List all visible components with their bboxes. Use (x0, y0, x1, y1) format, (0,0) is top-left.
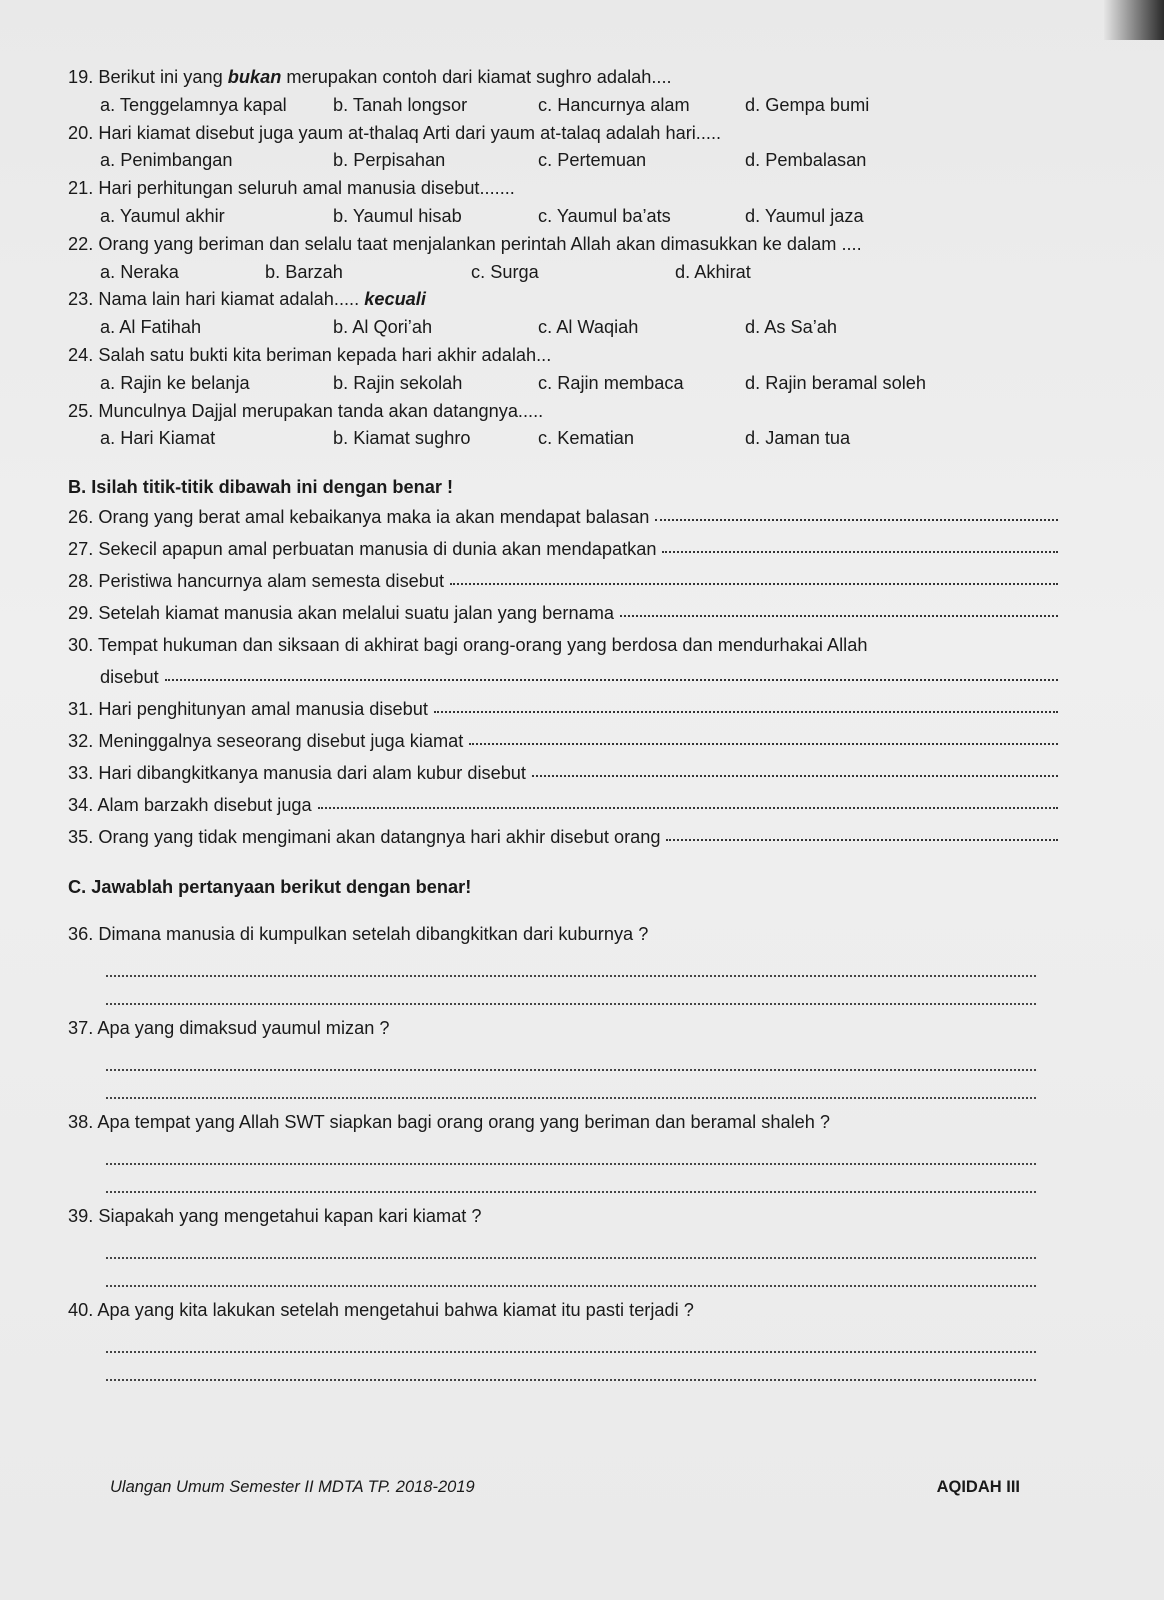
essay-question-36: 36. Dimana manusia di kumpulkan setelah dibangkitkan dari kuburnya ? (68, 919, 1058, 1013)
section-a (68, 64, 1058, 453)
option-a: a. Neraka (100, 261, 179, 282)
option-d: d. Akhirat (675, 261, 751, 282)
option-d: d. As Sa’ah (745, 317, 838, 338)
option-d: d. Rajin beramal soleh (745, 372, 926, 393)
fill-item-31: 31. Hari penghitunyan amal manusia disebut (68, 693, 1058, 725)
option-a: a. Rajin ke belanja (100, 372, 250, 393)
option-b: b. Yaumul hisab (333, 205, 462, 226)
fill-item-26: 26. Orang yang berat amal kebaikanya maka ia akan mendapat balasan (68, 501, 1058, 533)
option-a: a. Yaumul akhir (100, 205, 225, 226)
answer-blank[interactable] (165, 669, 1058, 681)
answer-line[interactable] (106, 1231, 1036, 1259)
answer-line[interactable] (106, 1353, 1036, 1381)
option-a: a. Al Fatihah (100, 317, 202, 338)
question-23: 23. Nama lain hari kiamat adalah..... kecuali (68, 289, 426, 310)
fill-item-33: 33. Hari dibangkitkanya manusia dari alam kubur disebut (68, 757, 1058, 789)
option-c: c. Al Waqiah (538, 317, 639, 338)
emphasis-kecuali: kecuali (364, 289, 426, 310)
fill-item-35: 35. Orang yang tidak mengimani akan datangnya hari akhir disebut orang (68, 821, 1058, 853)
fill-item-30: 30. Tempat hukuman dan siksaan di akhirat bagi orang-orang yang berdosa dan mendurhakai Allah (68, 635, 868, 656)
fill-item-27: 27. Sekecil apapun amal perbuatan manusia di dunia akan mendapatkan (68, 533, 1058, 565)
answer-blank[interactable] (469, 733, 1058, 745)
footer-exam-title: Ulangan Umum Semester II MDTA TP. 2018-2019 (110, 1478, 475, 1496)
option-c: c. Pertemuan (538, 150, 647, 171)
emphasis-bukan: bukan (227, 67, 282, 87)
page-footer (110, 1478, 1020, 1497)
answer-blank[interactable] (662, 541, 1058, 553)
answer-blank[interactable] (666, 829, 1058, 841)
footer-subject: AQIDAH III (936, 1478, 1020, 1496)
question-22: 22. Orang yang beriman dan selalu taat menjalankan perintah Allah akan dimasukkan ke dalam .... (68, 233, 862, 254)
option-a: a. Hari Kiamat (100, 428, 216, 449)
question-24: 24. Salah satu bukti kita beriman kepada hari akhir adalah... (68, 344, 552, 365)
question-25: 25. Munculnya Dajjal merupakan tanda akan datangnya..... (68, 400, 544, 421)
fill-item-30-cont: disebut (68, 661, 1058, 693)
answer-blank[interactable] (532, 765, 1058, 777)
option-a: a. Penimbangan (100, 150, 233, 171)
essay-question-40: 40. Apa yang kita lakukan setelah mengetahui bahwa kiamat itu pasti terjadi ? (68, 1295, 1058, 1389)
answer-line[interactable] (106, 1325, 1036, 1353)
question-21-options (68, 203, 1058, 231)
section-c-title: C. Jawablah pertanyaan berikut dengan benar! (68, 877, 472, 898)
option-a: a. Tenggelamnya kapal (100, 94, 287, 115)
paper-edge-shadow (1104, 0, 1164, 40)
question-25-options (68, 425, 1058, 453)
answer-line[interactable] (106, 949, 1036, 977)
question-20-options (68, 147, 1058, 175)
answer-line[interactable] (106, 1071, 1036, 1099)
question-22-options (68, 259, 1058, 287)
section-b (68, 473, 1058, 853)
option-b: b. Al Qori’ah (333, 317, 433, 338)
option-d: d. Gempa bumi (745, 94, 870, 115)
option-b: b. Rajin sekolah (333, 372, 463, 393)
option-b: b. Tanah longsor (333, 94, 468, 115)
answer-blank[interactable] (434, 701, 1058, 713)
answer-blank[interactable] (620, 605, 1058, 617)
option-d: d. Yaumul jaza (745, 205, 864, 226)
section-b-title: B. Isilah titik-titik dibawah ini dengan benar ! (68, 477, 454, 498)
exam-content (68, 64, 1058, 1389)
essay-question-38: 38. Apa tempat yang Allah SWT siapkan bagi orang orang yang beriman dan beramal shaleh ? (68, 1107, 1058, 1201)
option-c: c. Hancurnya alam (538, 94, 690, 115)
option-b: b. Kiamat sughro (333, 428, 471, 449)
option-c: c. Surga (471, 261, 539, 282)
answer-line[interactable] (106, 977, 1036, 1005)
answer-line[interactable] (106, 1259, 1036, 1287)
option-b: b. Perpisahan (333, 150, 446, 171)
answer-line[interactable] (106, 1043, 1036, 1071)
answer-blank[interactable] (318, 797, 1058, 809)
answer-blank[interactable] (450, 573, 1058, 585)
question-20: 20. Hari kiamat disebut juga yaum at-thalaq Arti dari yaum at-talaq adalah hari..... (68, 122, 722, 143)
section-c (68, 873, 1058, 1389)
fill-item-28: 28. Peristiwa hancurnya alam semesta disebut (68, 565, 1058, 597)
option-c: c. Yaumul ba’ats (538, 205, 671, 226)
essay-question-39: 39. Siapakah yang mengetahui kapan kari kiamat ? (68, 1201, 1058, 1295)
option-d: d. Pembalasan (745, 150, 867, 171)
question-21: 21. Hari perhitungan seluruh amal manusia disebut....... (68, 178, 515, 199)
essay-question-37: 37. Apa yang dimaksud yaumul mizan ? (68, 1013, 1058, 1107)
answer-line[interactable] (106, 1165, 1036, 1193)
question-19-options (68, 92, 1058, 120)
question-19: 19. Berikut ini yang bukan merupakan contoh dari kiamat sughro adalah.... (68, 67, 672, 87)
option-d: d. Jaman tua (745, 428, 851, 449)
option-b: b. Barzah (265, 261, 343, 282)
option-c: c. Kematian (538, 428, 635, 449)
fill-item-34: 34. Alam barzakh disebut juga (68, 789, 1058, 821)
fill-item-32: 32. Meninggalnya seseorang disebut juga kiamat (68, 725, 1058, 757)
answer-line[interactable] (106, 1137, 1036, 1165)
option-c: c. Rajin membaca (538, 372, 684, 393)
fill-item-29: 29. Setelah kiamat manusia akan melalui suatu jalan yang bernama (68, 597, 1058, 629)
question-23-options (68, 314, 1058, 342)
answer-blank[interactable] (655, 509, 1058, 521)
question-24-options (68, 370, 1058, 398)
